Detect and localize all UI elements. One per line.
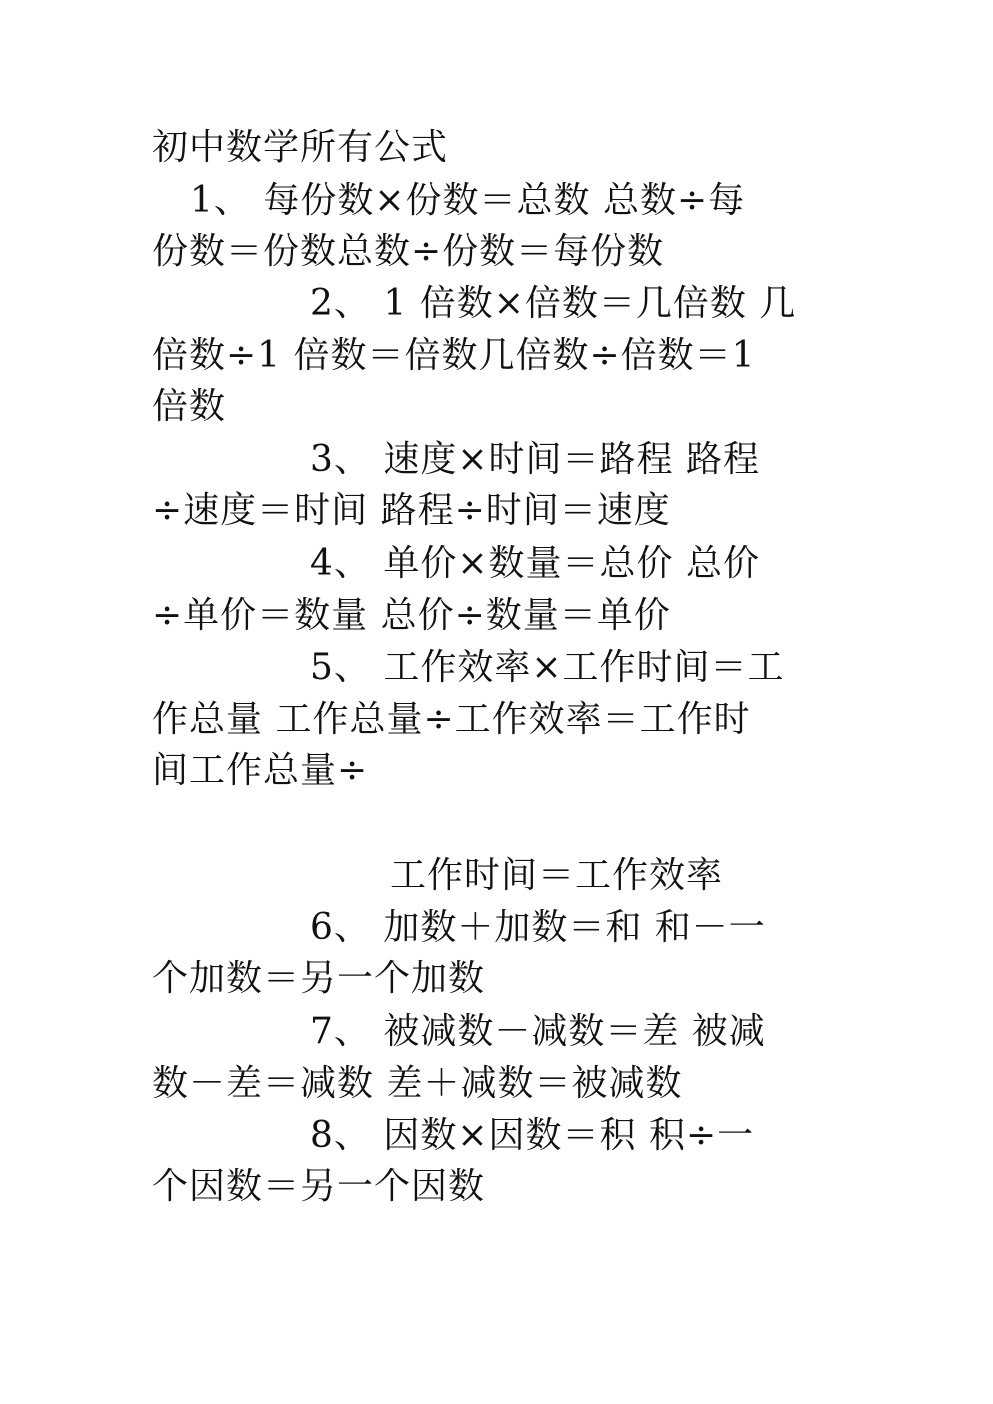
formula-2-line-3: 倍数 <box>152 386 227 427</box>
formula-5-line-4: 工作时间＝工作效率 <box>390 855 724 896</box>
formula-1-line-1: 1、 每份数×份数＝总数 总数÷每 <box>190 180 746 221</box>
formula-2-line-2: 倍数÷1 倍数＝倍数几倍数÷倍数＝1 <box>152 335 756 376</box>
formula-5-line-3: 间工作总量÷ <box>152 750 369 791</box>
formula-2-line-1: 2、 1 倍数×倍数＝几倍数 几 <box>310 283 797 324</box>
formula-7-line-1: 7、 被减数－减数＝差 被减 <box>310 1011 766 1052</box>
formula-4-line-2: ÷单价＝数量 总价÷数量＝单价 <box>152 595 671 636</box>
formula-5-line-1: 5、 工作效率×工作时间＝工 <box>310 647 785 688</box>
page-title: 初中数学所有公式 <box>152 127 449 168</box>
formula-1-line-2: 份数＝份数总数÷份数＝每份数 <box>152 231 665 272</box>
formula-3-line-2: ÷速度＝时间 路程÷时间＝速度 <box>152 490 671 531</box>
formula-8-line-1: 8、 因数×因数＝积 积÷一 <box>310 1115 755 1156</box>
formula-4-line-1: 4、 单价×数量＝总价 总价 <box>310 543 760 584</box>
formula-6-line-2: 个加数＝另一个加数 <box>152 958 486 999</box>
formula-5-line-2: 作总量 工作总量÷工作效率＝工作时 <box>152 699 751 740</box>
formula-6-line-1: 6、 加数＋加数＝和 和－一 <box>310 907 766 948</box>
formula-3-line-1: 3、 速度×时间＝路程 路程 <box>310 439 760 480</box>
formula-8-line-2: 个因数＝另一个因数 <box>152 1166 486 1207</box>
formula-7-line-2: 数－差＝减数 差＋减数＝被减数 <box>152 1063 683 1104</box>
